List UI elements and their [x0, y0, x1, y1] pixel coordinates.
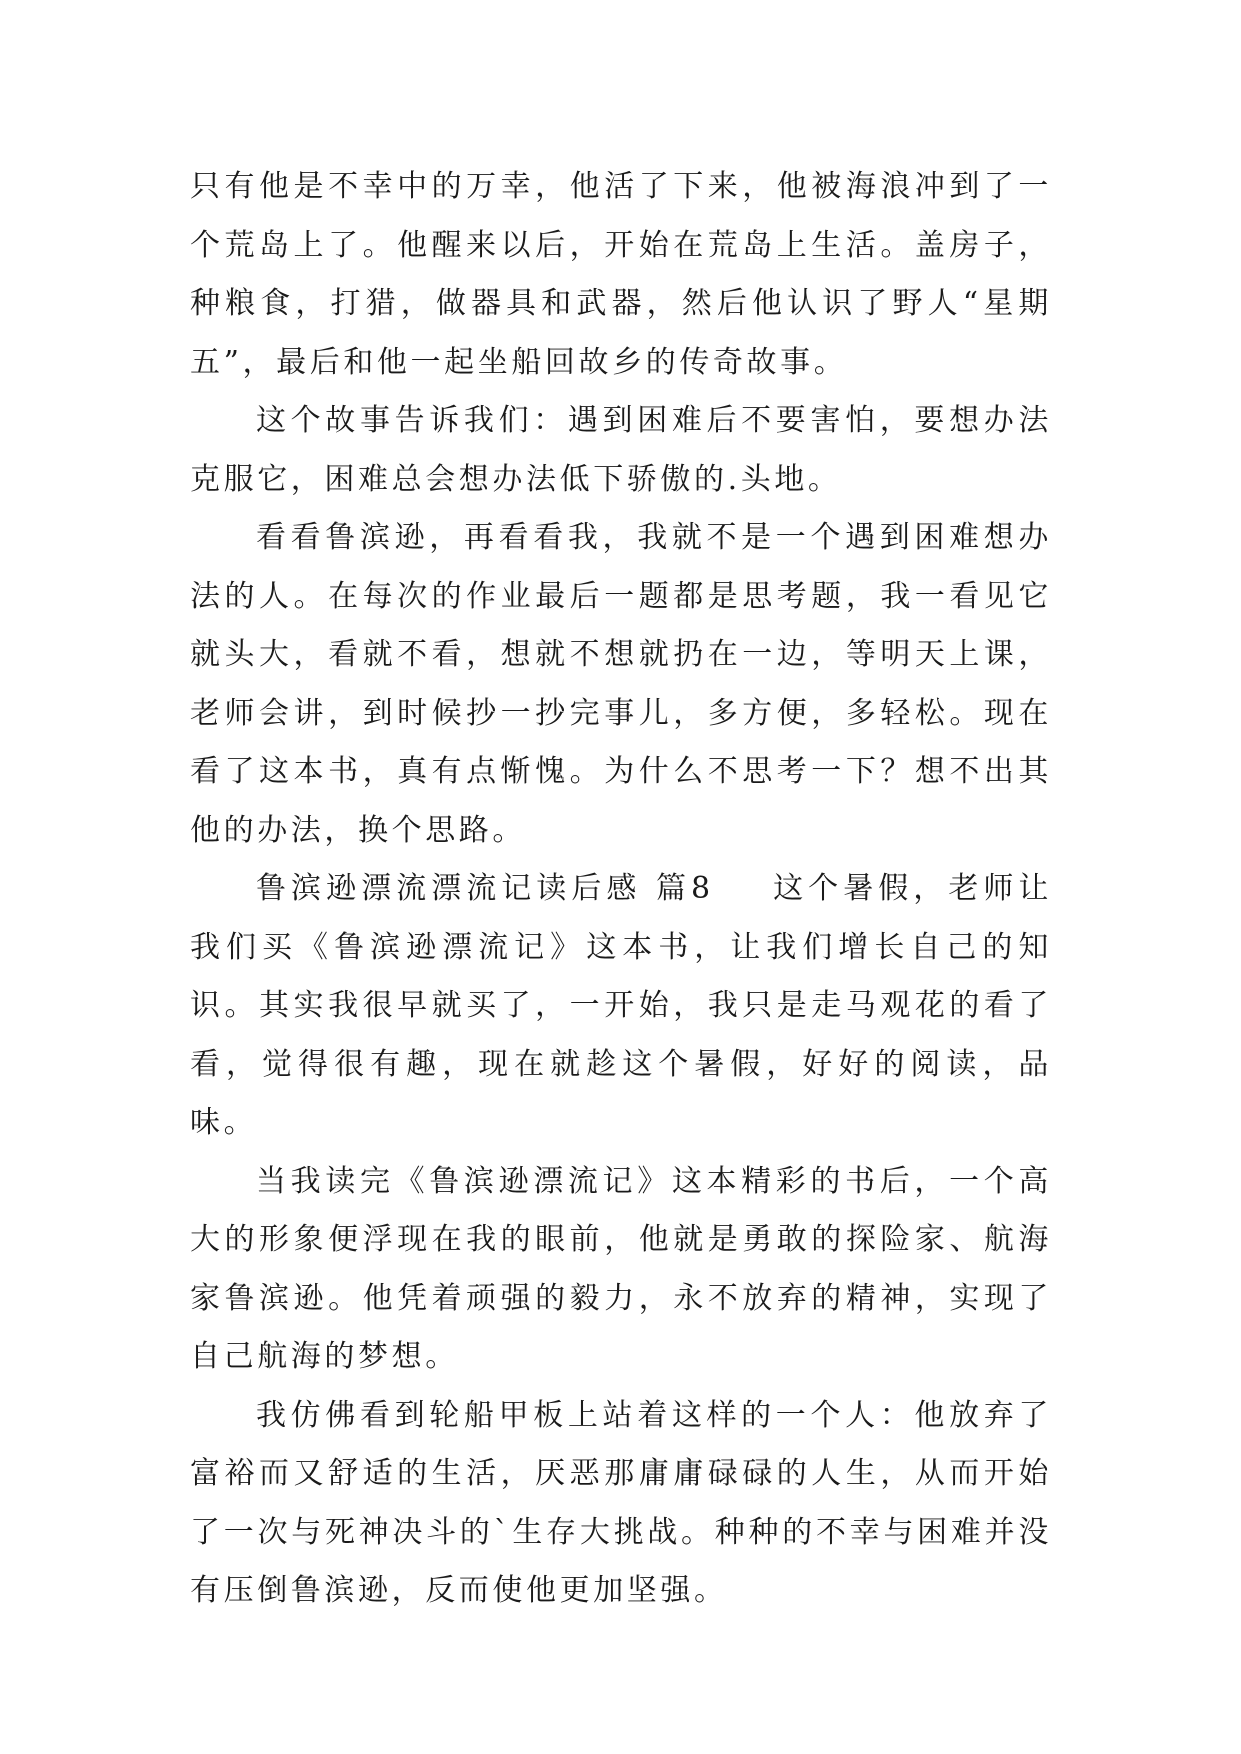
- paragraph-2: 这个故事告诉我们：遇到困难后不要害怕，要想办法克服它，困难总会想办法低下骄傲的.头地。: [190, 403, 1052, 497]
- section-paragraph: [190, 860, 1052, 1153]
- document-body: [190, 158, 1052, 1621]
- paragraph-3: 看看鲁滨逊，再看看我，我就不是一个遇到困难想办法的人。在每次的作业最后一题都是思考题，我一看见它就头大，看就不看，想就不想就扔在一边，等明天上课，老师会讲，到时候抄一抄完事儿，多方便，多轻松。现在看了这本书，真有点惭愧。为什么不思考一下？想不出其他的办法，换个思路。: [190, 520, 1052, 848]
- paragraph-1: 只有他是不幸中的万幸，他活了下来，他被海浪冲到了一个荒岛上了。他醒来以后，开始在荒岛上生活。盖房子，种粮食，打猎，做器具和武器，然后他认识了野人“星期五”，最后和他一起坐船回故乡的传奇故事。: [190, 169, 1052, 380]
- section-intro-text: 这个暑假，老师让我们买《鲁滨逊漂流记》这本书，让我们增长自己的知识。其实我很早就买了，一开始，我只是走马观花的看了看，觉得很有趣，现在就趁这个暑假，好好的阅读，品味。: [190, 871, 1052, 1140]
- section-heading: 鲁滨逊漂流漂流记读后感 篇8: [256, 871, 714, 906]
- paragraph-6: 我仿佛看到轮船甲板上站着这样的一个人：他放弃了富裕而又舒适的生活，厌恶那庸庸碌碌的人生，从而开始了一次与死神决斗的`生存大挑战。种种的不幸与困难并没有压倒鲁滨逊，反而使他更加坚强。: [190, 1397, 1052, 1608]
- paragraph-5: 当我读完《鲁滨逊漂流记》这本精彩的书后，一个高大的形象便浮现在我的眼前，他就是勇敢的探险家、航海家鲁滨逊。他凭着顽强的毅力，永不放弃的精神，实现了自己航海的梦想。: [190, 1163, 1052, 1374]
